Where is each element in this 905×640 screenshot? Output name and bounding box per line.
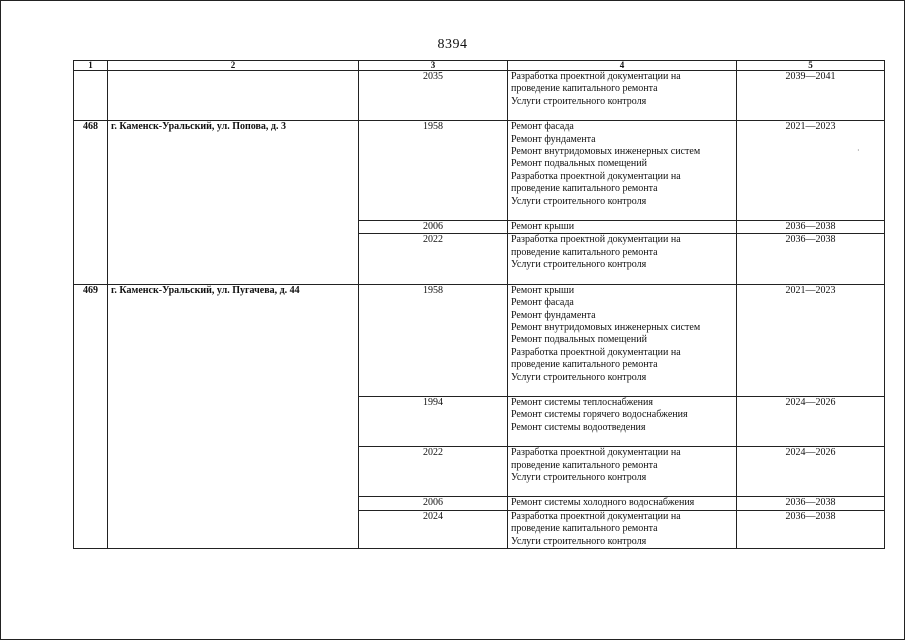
work-item: Разработка проектной документации на: [511, 234, 681, 246]
page-number: 8394: [437, 37, 468, 52]
work-item: Ремонт системы водоотведения: [511, 421, 646, 433]
year-cell: 2006: [359, 221, 508, 234]
work-item: Ремонт системы теплоснабжения: [511, 396, 653, 408]
work-item: Услуги строительного контроля: [511, 95, 647, 107]
work-item: Услуги строительного контроля: [511, 535, 647, 547]
year-cell: 2006: [359, 497, 508, 510]
period-cell: 2024—2026: [737, 396, 885, 446]
entry-address: г. Каменск-Уральский, ул. Попова, д. 3: [108, 121, 359, 284]
period-cell: 2036—2038: [737, 497, 885, 510]
number-cell: [74, 71, 108, 121]
capital-repair-table: [73, 60, 885, 549]
year-cell: 2022: [359, 447, 508, 497]
table-row: [74, 121, 885, 221]
works-cell: [508, 121, 737, 221]
works-cell: [508, 284, 737, 396]
column-header-2: 2: [108, 61, 359, 71]
work-item: проведение капитального ремонта: [511, 523, 658, 535]
column-header-1: 1: [74, 61, 108, 71]
work-item: Услуги строительного контроля: [511, 371, 647, 383]
period-cell: 2036—2038: [737, 234, 885, 284]
scan-speck: ·: [857, 146, 860, 155]
cell-spacer: [511, 434, 733, 446]
table-row: [74, 71, 885, 121]
works-cell: [508, 396, 737, 446]
entry-number: 468: [74, 121, 108, 284]
entry-number: 469: [74, 284, 108, 548]
cell-spacer: [511, 484, 733, 496]
period-cell: 2039—2041: [737, 71, 885, 121]
period-cell: 2036—2038: [737, 510, 885, 548]
year-cell: 1994: [359, 396, 508, 446]
period-cell: 2021—2023: [737, 284, 885, 396]
works-cell: [508, 234, 737, 284]
cell-spacer: [511, 384, 733, 396]
work-item: Ремонт фасада: [511, 297, 574, 309]
work-item: проведение капитального ремонта: [511, 246, 658, 258]
work-item: проведение капитального ремонта: [511, 459, 658, 471]
works-cell: [508, 497, 737, 510]
header-row: [74, 61, 885, 71]
work-item: Ремонт подвальных помещений: [511, 158, 647, 170]
cell-spacer: [511, 208, 733, 220]
column-header-5: 5: [737, 61, 885, 71]
work-item: Услуги строительного контроля: [511, 195, 647, 207]
work-item: Услуги строительного контроля: [511, 259, 647, 271]
work-item: Разработка проектной документации на: [511, 71, 681, 82]
work-item: проведение капитального ремонта: [511, 183, 658, 195]
cell-spacer: [511, 272, 733, 284]
work-item: Ремонт крыши: [511, 221, 575, 233]
work-item: Ремонт внутридомовых инженерных систем: [511, 321, 701, 333]
works-cell: [508, 221, 737, 234]
year-cell: 1958: [359, 284, 508, 396]
address-cell: [108, 71, 359, 121]
column-header-4: 4: [508, 61, 737, 71]
work-item: Разработка проектной документации на: [511, 346, 681, 358]
work-item: Ремонт фундамента: [511, 309, 596, 321]
work-item: Ремонт фундамента: [511, 133, 596, 145]
period-cell: 2024—2026: [737, 447, 885, 497]
year-cell: 2022: [359, 234, 508, 284]
work-item: проведение капитального ремонта: [511, 359, 658, 371]
work-item: Ремонт системы холодного водоснабжения: [511, 497, 695, 509]
year-cell: 2035: [359, 71, 508, 121]
period-cell: 2021—2023: [737, 121, 885, 221]
works-cell: [508, 447, 737, 497]
work-item: Ремонт крыши: [511, 284, 575, 296]
work-item: Услуги строительного контроля: [511, 471, 647, 483]
table-row: [74, 284, 885, 396]
entry-address: г. Каменск-Уральский, ул. Пугачева, д. 44: [108, 284, 359, 548]
work-item: Ремонт фасада: [511, 121, 574, 133]
work-item: Ремонт подвальных помещений: [511, 334, 647, 346]
year-cell: 2024: [359, 510, 508, 548]
period-cell: 2036—2038: [737, 221, 885, 234]
works-cell: [508, 510, 737, 548]
work-item: Ремонт системы горячего водоснабжения: [511, 409, 688, 421]
work-item: Разработка проектной документации на: [511, 510, 681, 522]
works-cell: [508, 71, 737, 121]
year-cell: 1958: [359, 121, 508, 221]
work-item: Разработка проектной документации на: [511, 447, 681, 459]
work-item: Ремонт внутридомовых инженерных систем: [511, 146, 701, 158]
work-item: проведение капитального ремонта: [511, 83, 658, 95]
column-header-3: 3: [359, 61, 508, 71]
cell-spacer: [511, 108, 733, 120]
work-item: Разработка проектной документации на: [511, 170, 681, 182]
